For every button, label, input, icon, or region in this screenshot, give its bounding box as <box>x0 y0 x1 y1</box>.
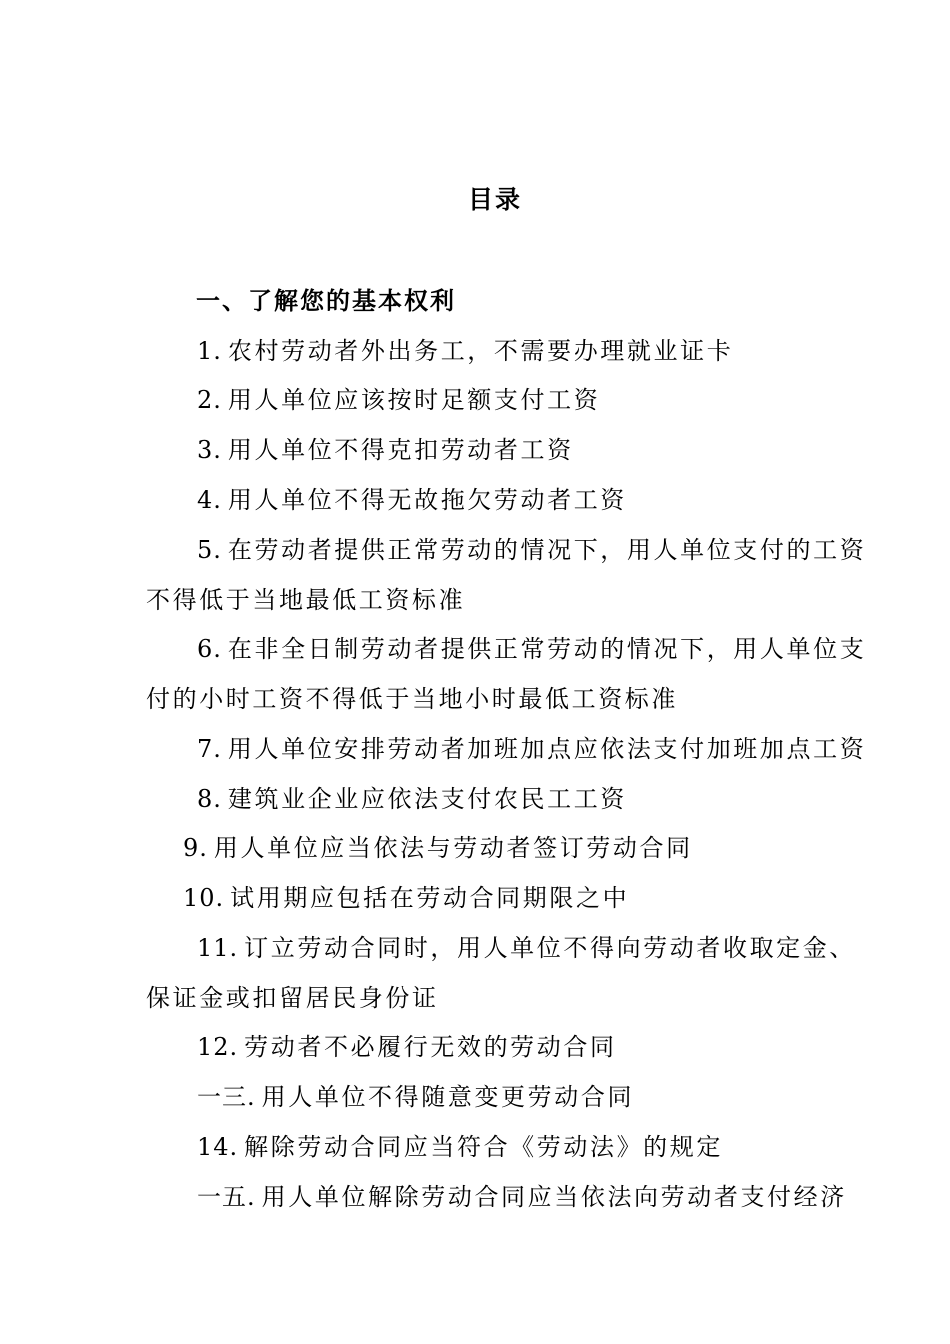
toc-item <box>197 1080 634 1114</box>
toc-item-number: 1. <box>197 337 222 365</box>
toc-item-text: 订立劳动合同时，用人单位不得向劳动者收取定金、 <box>244 934 856 962</box>
toc-item-number: 4. <box>197 486 222 514</box>
toc-item-text: 解除劳动合同应当符合《劳动法》的规定 <box>244 1133 723 1161</box>
toc-item-continuation: 付的小时工资不得低于当地小时最低工资标准 <box>146 685 678 713</box>
toc-item-text: 在劳动者提供正常劳动的情况下，用人单位支付的工资 <box>227 536 867 564</box>
toc-item-number: 6. <box>197 635 222 663</box>
toc-item-text: 用人单位解除劳动合同应当依法向劳动者支付经济 <box>261 1183 847 1211</box>
toc-item-number: 5. <box>197 536 222 564</box>
toc-item-number: 10. <box>183 884 225 912</box>
toc-item-number: 11. <box>197 934 239 962</box>
toc-item-number: 9. <box>183 834 208 862</box>
toc-item-continuation: 不得低于当地最低工资标准 <box>146 586 466 614</box>
section-heading: 一、了解您的基本权利 <box>196 287 456 315</box>
toc-item-number: 7. <box>197 735 222 763</box>
toc-item <box>197 334 733 368</box>
toc-item-text: 农村劳动者外出务工，不需要办理就业证卡 <box>227 337 734 365</box>
toc-item-number: 14. <box>197 1133 239 1161</box>
toc-item-number: 8. <box>197 785 222 813</box>
toc-item <box>197 782 627 816</box>
toc-item-number: 一五. <box>197 1183 256 1211</box>
toc-item-number: 一三. <box>197 1083 256 1111</box>
toc-item-text: 用人单位不得无故拖欠劳动者工资 <box>227 486 627 514</box>
toc-item <box>197 931 856 965</box>
toc-item-text: 劳动者不必履行无效的劳动合同 <box>244 1033 617 1061</box>
toc-item <box>197 632 866 666</box>
toc-item-text: 试用期应包括在劳动合同期限之中 <box>230 884 630 912</box>
toc-item <box>183 831 693 865</box>
toc-item-number: 12. <box>197 1033 239 1061</box>
toc-item <box>197 383 600 417</box>
toc-item <box>183 881 629 915</box>
toc-item-text: 用人单位不得克扣劳动者工资 <box>227 436 574 464</box>
toc-item-number: 2. <box>197 386 222 414</box>
toc-item <box>197 1030 617 1064</box>
toc-item-number: 3. <box>197 436 222 464</box>
toc-item <box>197 433 574 467</box>
toc-item <box>197 732 866 766</box>
toc-item-text: 用人单位应该按时足额支付工资 <box>227 386 601 414</box>
toc-item <box>197 1180 847 1214</box>
page-title: 目录 <box>467 185 522 214</box>
toc-item-text: 建筑业企业应依法支付农民工工资 <box>227 785 627 813</box>
toc-item <box>197 483 627 517</box>
toc-item-text: 在非全日制劳动者提供正常劳动的情况下，用人单位支 <box>227 635 867 663</box>
toc-item-text: 用人单位应当依法与劳动者签订劳动合同 <box>213 834 693 862</box>
toc-item <box>197 533 866 567</box>
toc-item-text: 用人单位安排劳动者加班加点应依法支付加班加点工资 <box>227 735 867 763</box>
toc-item <box>197 1130 723 1164</box>
toc-item-text: 用人单位不得随意变更劳动合同 <box>261 1083 635 1111</box>
toc-item-continuation: 保证金或扣留居民身份证 <box>146 984 439 1012</box>
